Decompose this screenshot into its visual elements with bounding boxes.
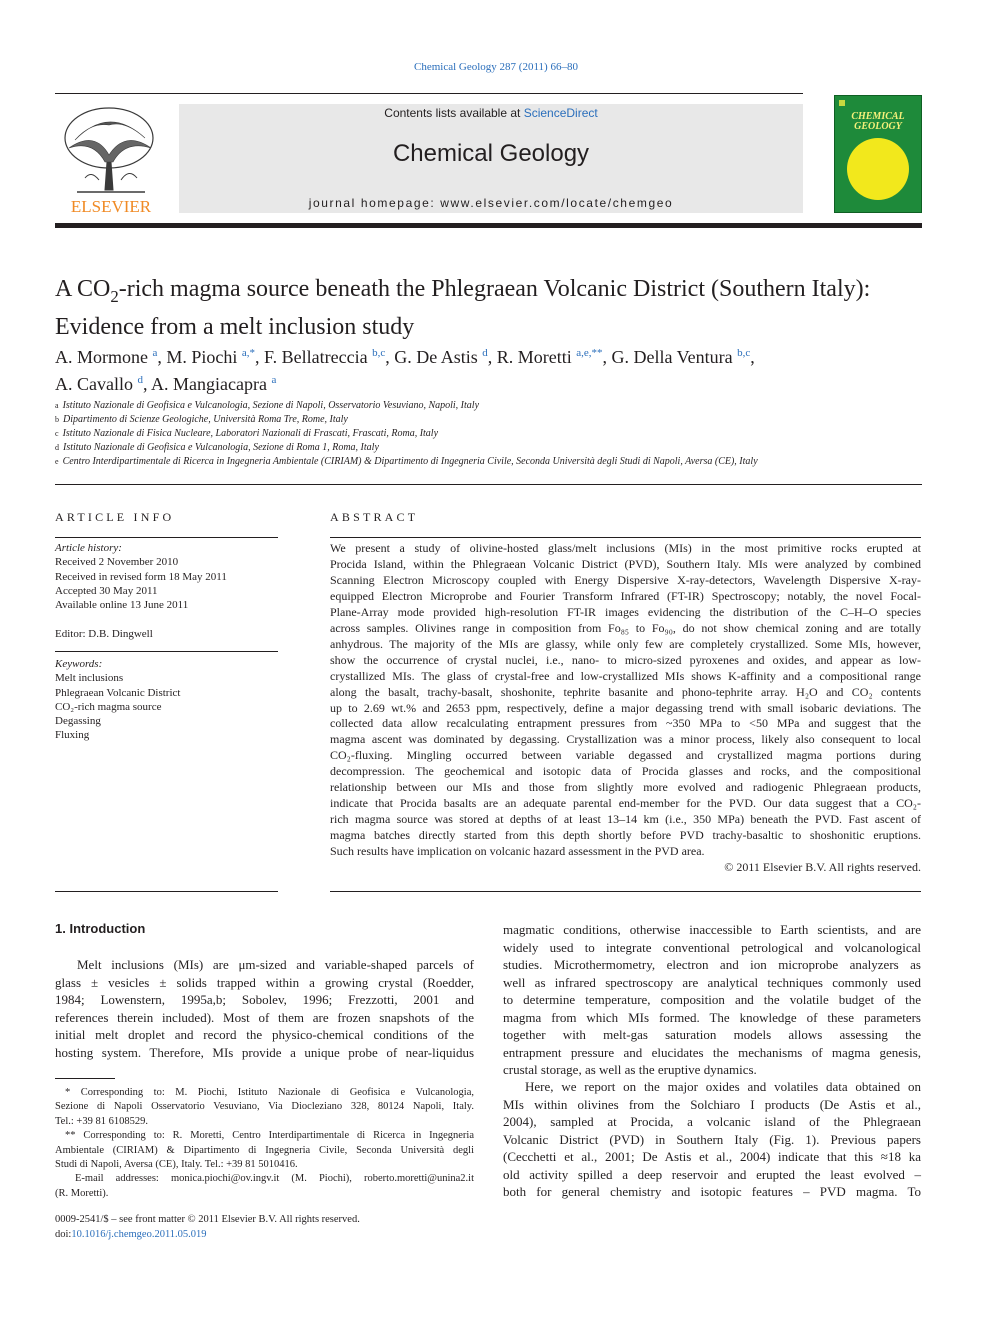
author[interactable]: G. Della Ventura $^{b,c}$: [611, 347, 751, 367]
author[interactable]: A. Cavallo $^d$: [55, 374, 143, 394]
text-line: hosting system. Therefore, MIs provide a unique probe of near-liquidus: [55, 1044, 474, 1060]
text-line: both for general chemistry and isotopic features – PVD magma. To: [503, 1184, 921, 1199]
keyword: Melt inclusions: [55, 672, 124, 685]
intro-right-column: [503, 921, 921, 1079]
footnote-line: Tel.: +39 81 6108529.: [55, 1115, 148, 1127]
footnote-line: (R. Moretti).: [55, 1187, 109, 1199]
intro-heading: 1. Introduction: [55, 921, 146, 936]
header-thick-rule: [55, 223, 922, 228]
footnote-line: Ambientale (CIRIAM) & Dipartimento di Ingegneria Civile, Seconda Università degli: [55, 1144, 474, 1156]
text-line: We present a study of olivine-hosted glass/melt inclusions (MIs) in the most primitive rocks erupted at: [330, 541, 921, 555]
keywords-rule: [55, 651, 278, 652]
text-line: magmatic conditions, otherwise inaccessible to Earth scientists, and are: [503, 922, 921, 937]
footnote-line: * Corresponding to: M. Piochi, Istituto Nazionale di Geofisica e Vulcanologia,: [65, 1087, 474, 1098]
text-line: CO₂-fluxing. Mingling occurred between variable degassed and crystallized magma portions during: [330, 748, 921, 763]
text-line: indicate that Procida basalts are an adequate parental end-member for the PVD. Our data suggest that a CO₂-: [330, 796, 921, 811]
front-matter-line: 0009-2541/$ – see front matter © 2011 Elsevier B.V. All rights reserved.: [55, 1214, 360, 1225]
article-history: Article history: Received 2 November 2010 Received in revised form 18 May 2011 Accepted 30 May 2011 Available online 13 June 2011: [55, 542, 227, 612]
text-line: magma from which MIs formed. The knowledge of these parameters: [503, 1009, 921, 1025]
text-line: entrapment pressure and elucidates the mechanisms of magma genesis,: [503, 1044, 921, 1060]
cover-sun-graphic: [847, 138, 909, 200]
journal-homepage[interactable]: journal homepage: www.elsevier.com/locate/chemgeo: [308, 196, 674, 210]
author[interactable]: M. Piochi $^{a,*}$: [166, 347, 256, 367]
text-line: decompression. The geochemical and isotopic data of Procida glasses and rocks, and the compositional: [330, 764, 921, 779]
abstract-rule: [330, 537, 921, 538]
text-line: show the occurrence of crystal nuclei, i.e., nano- to micro-sized pyroxenes and oxides, and appear as low-: [330, 652, 921, 667]
footnote-line: Sezione di Napoli Osservatorio Vesuviano, Via Diocleziano 328, 80124 Napoli, Italy.: [55, 1101, 474, 1113]
author[interactable]: A. Mangiacapra $^a$: [151, 374, 277, 394]
cover-title-line1: CHEMICAL: [851, 111, 905, 122]
journal-citation[interactable]: Chemical Geology 287 (2011) 66–80: [414, 61, 578, 73]
text-line: old activity spilled a deep reservoir and erupted the least evolved –: [503, 1166, 921, 1182]
abstract-text: [330, 541, 921, 860]
footnote-rule: [55, 1078, 115, 1079]
text-line: across samples. Olivines range in composition from Fo₈₅ to Fo₉₀, do not show chemical zoning and are totally: [330, 620, 921, 635]
text-line: (Cecchetti et al., 2001; De Astis et al., 2004) indicate that this ≈18 ka: [503, 1149, 921, 1164]
text-line: relationship between our MIs and those from slightly more evolved and radiogenic Phlegraean products,: [330, 780, 921, 795]
footnote-line: E-mail addresses: monica.piochi@ov.ingv.it (M. Piochi), roberto.moretti@unina2.it: [75, 1173, 474, 1185]
text-line: Procida Island, within the Phlegraean Volcanic District (PVD), Southern Italy. MIs were analyzed by combined: [330, 556, 921, 571]
affiliation: $^e$ Centro Interdipartimentale di Ricerca in Ingegneria Ambientale (CIRIAM) & Dipartimento di Ingegneria Civile, Seconda Università degli Studi di Napoli, Aversa (CE), Italy: [55, 456, 758, 467]
abstract-copyright: © 2011 Elsevier B.V. All rights reserved.: [724, 860, 921, 874]
keyword: Fluxing: [55, 729, 90, 742]
footnote-line: ** Corresponding to: R. Moretti, Centro Interdipartimentale di Ricerca in Ingegneria: [65, 1130, 474, 1142]
affiliation: $^c$ Istituto Nazionale di Fisica Nucleare, Laboratori Nazionali di Frascati, Frascati, Roma, Italy: [55, 428, 439, 439]
cover-corner-mark: [839, 100, 845, 106]
text-line: magma ascent was dominated by degassing. Crystallization was a minor process, likely also consequent to local: [330, 732, 921, 747]
text-line: crystallized MIs. The glass of crystal-free and low-crystallized MIs shows K-affinity and a compositional range: [330, 668, 921, 683]
article-info-rule: [55, 537, 278, 538]
cover-title-line2: GEOLOGY: [854, 121, 902, 132]
author[interactable]: R. Moretti $^{a,e,**}$: [496, 347, 603, 367]
text-line: studies. Microthermometry, electron and ion microprobe analyzers as: [503, 957, 921, 972]
editor: Editor: D.B. Dingwell: [55, 628, 153, 640]
doi-link[interactable]: 10.1016/j.chemgeo.2011.05.019: [71, 1229, 207, 1240]
text-line: crustal storage, as well as the eruptive dynamics.: [503, 1062, 757, 1077]
text-line: rich magma source was stored at depths of at least 13–14 km (i.e., 350 MPa) beneath the PVD. Fast ascent of: [330, 812, 921, 827]
intro-right-column-para2: [503, 1078, 921, 1201]
text-line: MIs within olivines from the Solchiaro I products (De Astis et al.,: [503, 1096, 921, 1112]
text-line: well as infrared spectroscopy are analytical techniques commonly used: [503, 974, 921, 990]
author[interactable]: A. Mormone $^a$: [55, 347, 158, 367]
text-line: to determine temperature, composition and the volatile budget of the: [503, 992, 921, 1007]
text-line: Here, we report on the major oxides and volatiles data obtained on: [525, 1079, 921, 1094]
author[interactable]: F. Bellatreccia $^{b,c}$: [264, 347, 386, 367]
author[interactable]: G. De Astis $^d$: [394, 347, 488, 367]
text-line: glass ± vesicles ± solids trapped within a growing crystal (Roedder,: [55, 974, 474, 990]
contents-prefix: Contents lists available at: [384, 106, 524, 120]
article-title: A $CO_2$-rich magma source beneath the Phlegraean Volcanic District (Southern Italy): Evidence from a melt inclusion study: [55, 276, 871, 340]
text-line: equipped Electron Microprobe and Fourier Transform Infrared (FT-IR) Spectroscopy; notably, the novel Focal-: [330, 588, 921, 603]
affiliation-rule: [55, 484, 922, 485]
doi-line: doi:10.1016/j.chemgeo.2011.05.019: [55, 1229, 207, 1240]
text-line: widely used to integrate conventional petrological and volcanological: [503, 939, 921, 955]
footnotes: [55, 1086, 474, 1201]
author-list: A. Mormone $^a$, M. Piochi $^{a,*}$, F. Bellatreccia $^{b,c}$, G. De Astis $^d$, R. Moretti $^{a,e,**}$, G. Della Ventura $^{b,c}$, A. Cavallo $^d$, A. Mangiacapra $^a$: [55, 347, 755, 394]
affiliation: $^d$ Istituto Nazionale di Geofisica e Vulcanologia, Sezione di Roma 1, Roma, Italy: [55, 442, 379, 453]
article-info-heading: ARTICLE INFO: [55, 510, 175, 524]
text-line: up to 2.69 wt.% and 2653 ppm, respectively, define a major degassing trend with small isobaric deviations. The: [330, 700, 921, 715]
footnote-line: Studi di Napoli, Aversa (CE), Italy. Tel.: +39 81 5010416.: [55, 1159, 298, 1171]
article-info-bottom-rule: [55, 891, 278, 892]
text-line: magma batches directly started from this depth shortly before PVD trachy-basaltic to shoshonitic eruptions.: [330, 828, 921, 843]
journal-cover-thumbnail[interactable]: [834, 95, 922, 213]
header-rule: [55, 93, 803, 94]
keyword: Degassing: [55, 715, 101, 728]
text-line: 1984; Lowenstern, 1995a,b; Sobolev, 1996; Frezzotti, 2001 and: [55, 992, 474, 1007]
affiliation: $^a$ Istituto Nazionale di Geofisica e Vulcanologia, Sezione di Napoli, Osservatorio Vesuviano, Napoli, Italy: [55, 400, 480, 411]
elsevier-wordmark: ELSEVIER: [70, 197, 152, 215]
text-line: 2004), sampled at Procida, a volcanic island of the Phlegraean: [503, 1114, 921, 1129]
intro-left-column: [55, 956, 474, 1061]
text-line: initial melt droplet and record the physico-chemical conditions of the: [55, 1027, 474, 1042]
elsevier-tree-logo: [55, 100, 167, 215]
contents-line: [179, 106, 803, 120]
affiliation: $^b$ Dipartimento di Scienze Geologiche, Università Roma Tre, Rome, Italy: [55, 414, 348, 425]
keywords: Keywords: Melt inclusions Phlegraean Volcanic District CO₂-rich magma source Degassing Fluxing: [55, 657, 278, 743]
text-line: together with melt-gas saturation models allows assessing the: [503, 1027, 921, 1042]
keyword: CO₂-rich magma source: [55, 700, 162, 713]
text-line: Scanning Electron Microscopy coupled with Energy Dispersive X-ray-detectors, Wavelength Dispersive X-ray-: [330, 572, 921, 587]
text-line: anhydrous. The majority of the MIs are glassy, while only few are completely crystallized. Some MIs, however,: [330, 636, 921, 651]
text-line: Melt inclusions (MIs) are μm-sized and variable-shaped parcels of: [77, 957, 474, 972]
text-line: along the basalt, trachy-basalt, shoshonite, tephrite basanite and phono-tephrite array. H₂O and CO₂ contents: [330, 684, 921, 699]
text-line: collected data allow recalculating entrapment pressures from ~350 MPa to <50 MPa and suggest that the: [330, 716, 921, 731]
sciencedirect-link[interactable]: ScienceDirect: [523, 106, 598, 120]
abstract-heading: ABSTRACT: [330, 510, 419, 524]
abstract-bottom-rule: [330, 891, 921, 892]
keyword: Phlegraean Volcanic District: [55, 686, 181, 699]
text-line: Plane-Array mode provided high-resolution FT-IR images evidencing the distribution of the C–H–O species: [330, 604, 921, 619]
text-line: Such results have implication on volcanic hazard assessment in the PVD area.: [330, 844, 705, 859]
text-line: references therein included). Most of them are frozen snapshots of the: [55, 1009, 474, 1025]
journal-name: Chemical Geology: [392, 140, 590, 167]
text-line: Volcanic District (PVD) in Southern Italy (Fig. 1). Previous papers: [503, 1131, 921, 1147]
